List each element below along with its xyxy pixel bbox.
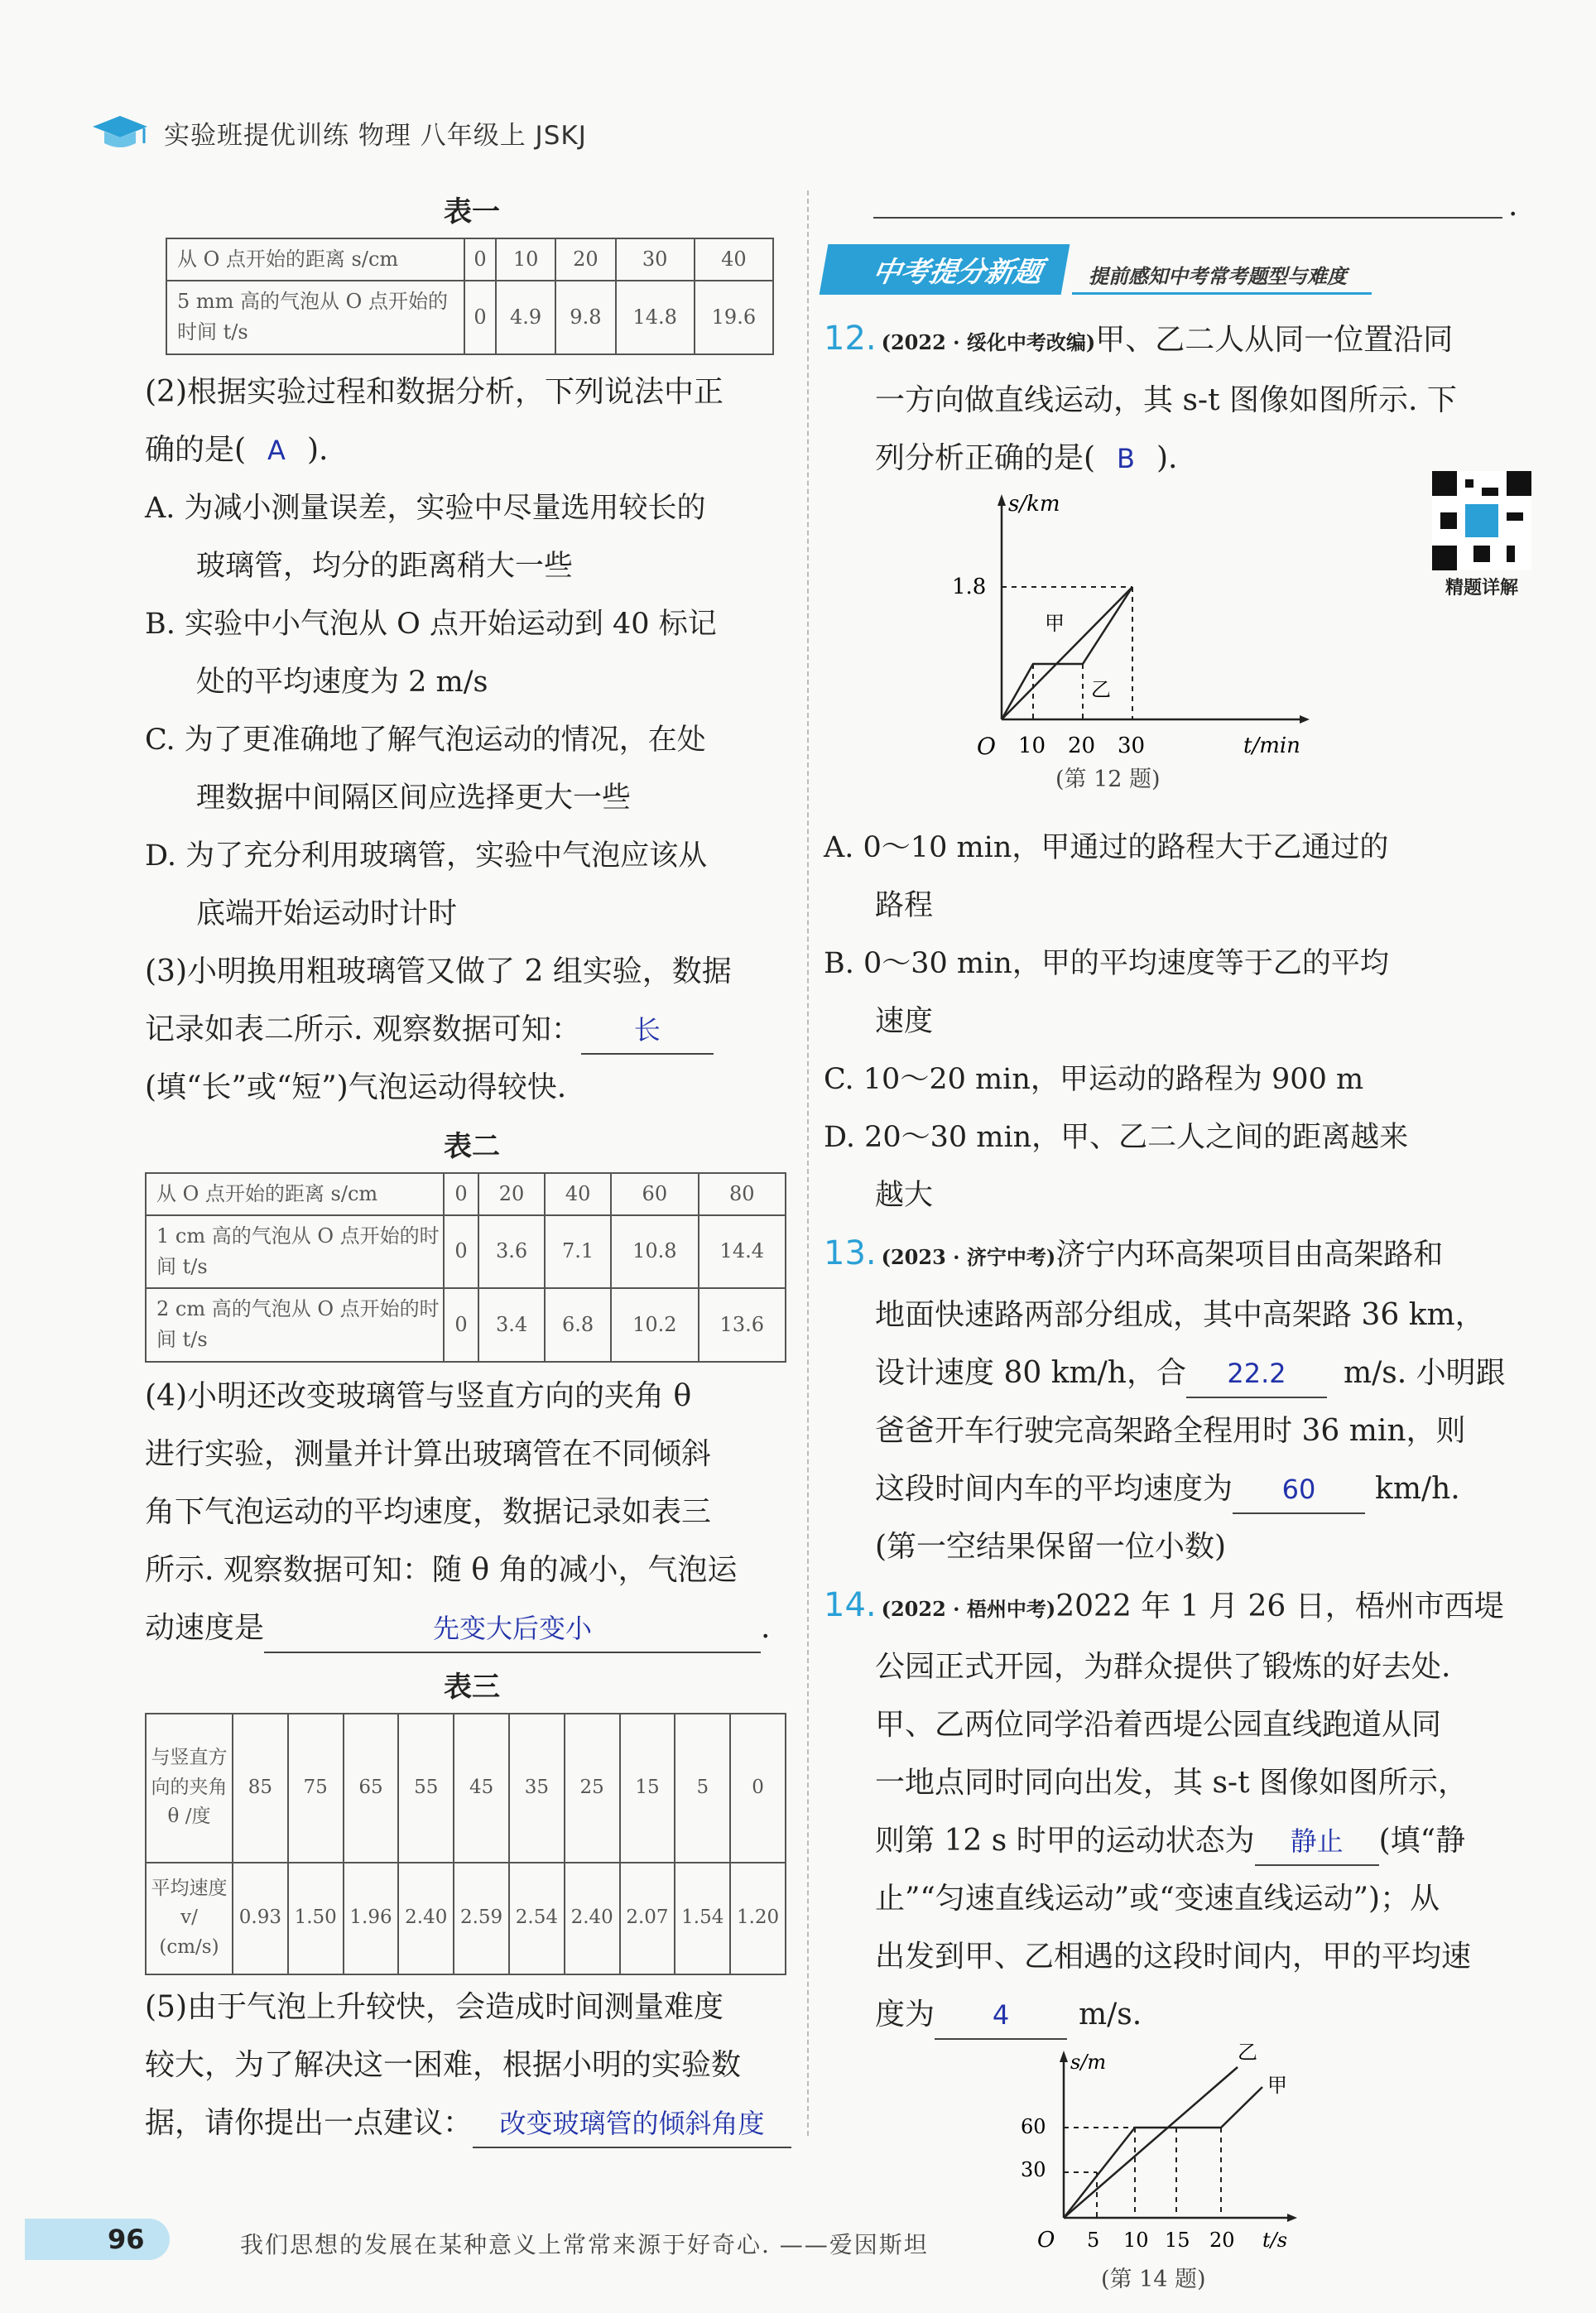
table-row: 1 cm 高的气泡从 O 点开始的时间 t/s 0 3.6 7.1 10.8 14.4 [146,1215,786,1288]
answer-q5: 改变玻璃管的倾斜角度 [473,2100,791,2148]
option-d: D. 20～30 min，甲、乙二人之间的距离越来 越大 [824,1121,1409,1212]
line-yi [1064,2067,1238,2218]
tick-x-5: 5 [1087,2229,1100,2252]
page-footer [25,2219,1573,2268]
origin-label: O [977,733,996,760]
question-13: 13. (2023 · 济宁中考)济宁内环高架项目由高架路和 地面快速路两部分组成，其中高架路 36 km， 设计速度 80 km/h，合 22.2 m/s. 小明跟 爸爸开车行驶完高架路全程用时 36 min，则 这段时间内车的平均速度为 60 km/h. (第一空结果保留一位小数) [824,1234,1506,1564]
option-a: A. 0～10 min，甲通过的路程大于乙通过的 路程 [824,831,1389,922]
carryover-blank-line [873,217,1502,219]
axis-label-x: t/s [1262,2229,1288,2252]
question-3: (3)小明换用粗玻璃管又做了 2 组实验，数据 记录如表二所示. 观察数据可知： 长 (填“长”或“短”)气泡运动得较快. [145,954,732,1104]
graduation-cap-icon [91,112,149,153]
axis-label-x: t/min [1243,733,1300,758]
answer-q4: 先变大后变小 [264,1605,761,1653]
axis-label-y: s/km [1008,492,1060,517]
st-graph-12 [952,488,1366,786]
answer-q13-1: 22.2 [1186,1350,1327,1398]
banner-title: 中考提分新题 [820,244,1070,295]
figure-14-caption: (第 14 题) [1101,2267,1206,2292]
tick-x-20: 20 [1068,733,1096,758]
question-2: (2)根据实验过程和数据分析，下列说法中正 确的是( A ). A. 为减小测量误差，实验中尽量选用较长的 玻璃管，均分的距离稍大一些 B. 实验中小气泡从 O 点开始运动到 40 标记 处的平均速度为 2 m/s C. 为了更准确地了解气泡运动的情况，在处 理数据中间隔区间应选择更大一些 D. 为了充分利用玻璃管，实验中气泡应该从 底端开始运动时计时 [145,363,799,943]
origin-label: O [1037,2228,1055,2253]
table3-caption: 表三 [444,1670,500,1704]
table-row: 从 O 点开始的距离 s/cm 0 10 20 30 40 [166,238,773,281]
answer-q2: A [267,434,286,466]
label-yi: 乙 [1238,2044,1257,2064]
answer-q13-2: 60 [1233,1466,1365,1514]
qr-code-icon[interactable] [1432,471,1531,570]
table1-caption: 表一 [444,195,500,228]
tick-y-60: 60 [1021,2115,1046,2138]
label-jia: 甲 [1045,612,1065,635]
option-a: A. 为减小测量误差，实验中尽量选用较长的 玻璃管，均分的距离稍大一些 [145,491,706,583]
question-4: (4)小明还改变玻璃管与竖直方向的夹角 θ 进行实验，测量并计算出玻璃管在不同倾斜 角下气泡运动的平均速度，数据记录如表三 所示. 观察数据可知：随 θ 角的减小，气泡运 动速度是 先变大后变小 . [145,1368,799,1657]
right-column [824,240,1531,2292]
tick-y-30: 30 [1021,2158,1046,2181]
page-header [91,108,587,157]
table2-caption: 表二 [444,1129,500,1163]
table-row: 平均速度 v/ (cm/s) 0.93 1.50 1.96 2.40 2.59 2.54 2.40 2.07 1.54 1.20 [146,1863,786,1974]
tick-y-1.8: 1.8 [952,575,987,599]
section-banner [824,240,1531,295]
option-c: C. 10～20 min，甲运动的路程为 900 m [824,1063,1364,1096]
footer-quote: 我们思想的发展在某种意义上常常来源于好奇心. ——爱因斯坦 [240,2231,929,2258]
qr-label: 精题详解 [1445,578,1518,599]
question-5: (5)由于气泡上升较快，会造成时间测量难度 较大，为了解决这一困难，根据小明的实验数 据，请你提出一点建议： 改变玻璃管的倾斜角度 [145,1979,799,2152]
tick-x-20: 20 [1209,2229,1235,2252]
figure-12-caption: (第 12 题) [1055,767,1161,792]
question-12: 12. (2022 · 绥化中考改编)甲、乙二人从同一位置沿同 一方向做直线运动，其 s-t 图像如图所示. 下 列分析正确的是( B ). s/km t/min O 1.8 10 20 30 甲 乙 (第 12 题) 精题详解 A. 0～10 min，甲通过的路程大于乙通过的 路程 B. 0～30 min，甲的平均速度等于乙的平均 速度 C. 10～20 min，甲运动的路程为 900 m D. 20～30 min，甲、乙二人之间的距离越来 越大 [824,310,1531,1224]
qr-block[interactable] [1432,471,1531,599]
tick-x-30: 30 [1118,733,1146,758]
table2 [145,1172,786,1363]
tick-x-15: 15 [1165,2229,1190,2252]
answer-q12: B [1117,443,1135,474]
column-divider [807,190,809,2136]
tick-x-10: 10 [1123,2229,1149,2252]
page-number: 96 [25,2219,170,2260]
table-row: 2 cm 高的气泡从 O 点开始的时间 t/s 0 3.4 6.8 10.2 13.6 [146,1288,786,1361]
tick-x-10: 10 [1018,733,1046,758]
label-yi: 乙 [1091,678,1111,701]
line-yi [1002,587,1132,719]
option-b: B. 0～30 min，甲的平均速度等于乙的平均 速度 [824,947,1389,1038]
left-column [145,182,799,2152]
option-c: C. 为了更准确地了解气泡运动的情况，在处 理数据中间隔区间应选择更大一些 [145,723,706,815]
table-row: 从 O 点开始的距离 s/cm 0 20 40 60 80 [146,1173,786,1215]
banner-subtitle: 提前感知中考常考题型与难度 [1072,260,1372,295]
option-b: B. 实验中小气泡从 O 点开始运动到 40 标记 处的平均速度为 2 m/s [145,607,717,699]
answer-q14-2: 4 [935,1992,1067,2040]
line-jia [1064,2087,1262,2218]
answer-q3: 长 [581,1007,714,1055]
axis-label-y: s/m [1070,2051,1107,2074]
question-14: 14. (2022 · 梧州中考)2022 年 1 月 26 日，梧州市西堤 公园正式开园，为群众提供了锻炼的好去处. 甲、乙两位同学沿着西堤公园直线跑道从同 一地点同时同向出发，其 s-t 图像如图所示， 则第 12 s 时甲的运动状态为 静止 (填“静 止”“匀速直线运动”或“变速直线运动”)；从 出发到甲、乙相遇的这段时间内，甲的平均速 度为 4 m/s. s/m t/s O 60 30 5 10 15 20 甲 乙 (第 14 题) [824,1576,1531,2292]
table3 [145,1713,786,1975]
figure-12 [824,488,1531,819]
table-row: 5 mm 高的气泡从 O 点开始的时间 t/s 0 4.9 9.8 14.8 19.6 [166,281,773,353]
answer-q14-1: 静止 [1255,1818,1379,1866]
table-row: 与竖直方向的夹角 θ /度 85 75 65 55 45 35 25 15 5 0 [146,1714,786,1863]
option-d: D. 为了充分利用玻璃管，实验中气泡应该从 底端开始运动时计时 [145,839,708,930]
page: 实验班提优训练 物理 八年级上 JSKJ . 表一 从 O 点开始的距离 s/cm 0 10 20 30 40 5 mm 高的气泡从 O 点开始的时间 t/s 0 4.9 9.8 14.8 19.6 (2)根据实验过程和数据分析，下列说法中正 确的是( A ). A. 为减小测量误差，实验中尽量选用较长的 玻璃管，均分的距离稍大一些 B. 实验中小气泡从 O 点开始运动到 40 标记 处的平均速度为 2 m/s C. 为了更准确地了解气泡运动的情况，在处 理数据中间隔区间应选择更大一些 D. 为了充分利用玻璃管，实验中气泡应该从 底端开始运动时计时 (3)小明换用粗玻璃管又做了 2 组实验，数据 记录如表二所示. 观察数据可知： 长 (填“长”或“短”)气泡运动得较快. 表二 从 O 点开始的距离 s/cm 0 20 40 60 80 1 cm 高的气泡从 O 点开始的时间 t/s 0 3.6 7.1 10.8 14.4 2 cm 高的气泡从 O 点开始的时间 t/s 0 3.4 6.8 10.2 13.6 (4)小明还改变玻璃管与竖直方向的夹角 θ 进行实验，测量并计算出玻璃管在不同倾斜 角下气泡运动的平均速度，数据记录如表三 所示. 观察数据可知：随 θ 角的减小，气泡运 动速度是 先变大后变小 . 表三 与竖直方向的夹角 θ /度 85 75 65 55 45 35 25 15 5 0 平均速度 v/ (cm/s) 0.93 1.50 1.96 2.40 2.59 2.54 2.40 2.07 1.54 1.20 (5)由于气泡上升较快，会造成时间测量难度 较大，为了解决这一困难，根据小明的实验数 据，请你提出一点建议： 改变玻璃管的倾斜角度 中考提分新题 提前感知中考常考题型与难度 12. (2022 · 绥化中考改编)甲、乙二人从同一位置沿同 一方向做直线运动，其 s-t 图像如图所示. 下 列分析正确的是( B ). s/km t/min O 1.8 10 20 30 甲 乙 (第 12 题) 精题详解 A. 0～10 min，甲通过的路程大于乙通过的 路程 B. 0～30 min，甲的平均速度等于乙的平均 速度 C. 10～20 min，甲运动的路程为 900 m D. 20～30 min，甲、乙二人之间的距离越来 越大 13. (2023 · 济宁中考)济宁内环高架项目由高架路和 地面快速路两部分组成，其中高架路 36 km， 设计速度 80 km/h，合 22.2 m/s. 小明跟 爸爸开车行驶完高架路全程用时 36 min，则 这段时间内车的平均速度为 60 km/h. (第一空结果保留一位小数) 14. (2022 · 梧州中考)2022 年 1 月 26 日，梧州市西堤 公园正式开园，为群众提供了锻炼的好去处. 甲、乙两位同学沿着西堤公园直线跑道从同 一地点同时同向出发，其 s-t 图像如图所示， 则第 12 s 时甲的运动状态为 静止 (填“静 止”“匀速直线运动”或“变速直线运动”)；从 出发到甲、乙相遇的这段时间内，甲的平均速 度为 4 m/s. s/m t/s O 60 30 5 10 15 20 甲 乙 (第 14 题) 96 我们思想的发展在某种意义上常常来源于好奇心. ——爱因斯坦 [0,0,1596,2313]
label-jia: 甲 [1267,2074,1287,2097]
table1 [166,238,774,355]
book-title: 实验班提优训练 物理 八年级上 JSKJ [164,120,587,151]
